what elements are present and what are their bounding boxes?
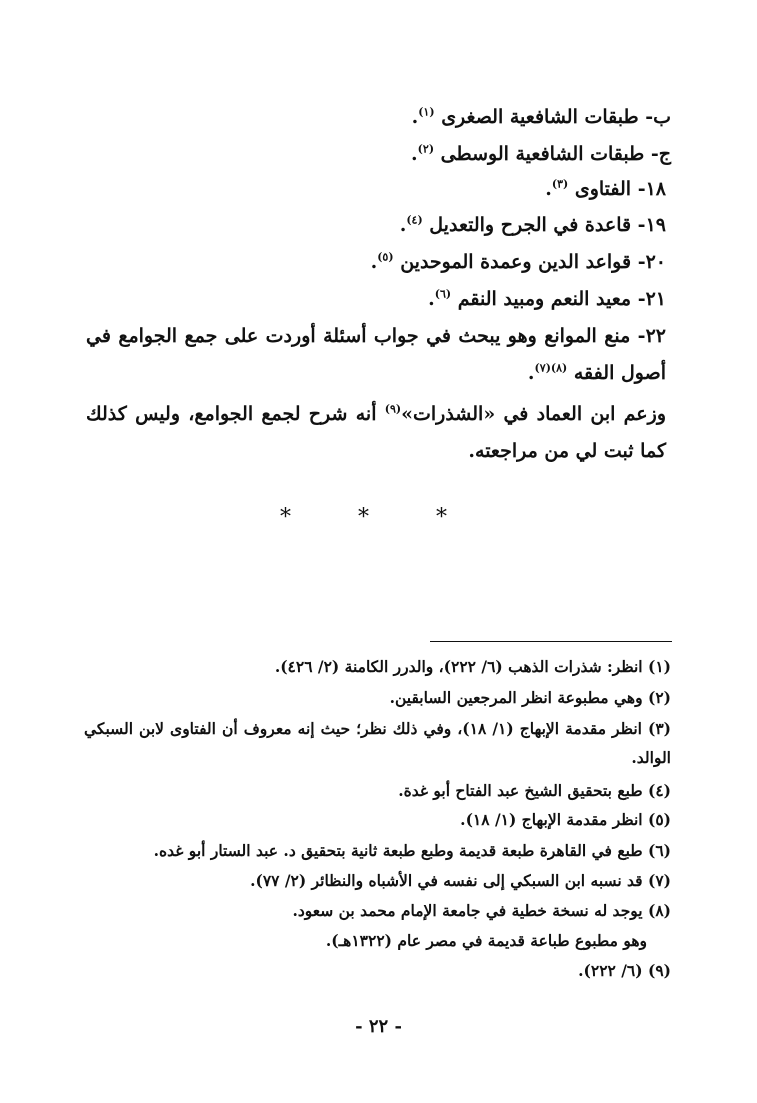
list-item-end: . [545,178,552,200]
list-item-text: ٢٢- منع الموانع وهو يبحث في جواب أسئلة أوردت على جمع الجوامع في أصول الفقه [86,325,666,384]
list-item-18 [86,172,666,206]
body-paragraph [86,396,666,470]
footnote-6: (٦) طبع في القاهرة طبعة قديمة وطبع طبعة ثانية بتحقيق د. عبد الستار أبو غده. [153,841,671,860]
section-separator: * * * [280,505,477,530]
list-item-text: ٢١- معيد النعم ومبيد النقم [457,288,666,310]
footnote-9: (٩) (٦/ ٢٢٢). [578,961,671,980]
footnote-ref: (١) [418,105,435,119]
list-item-b [86,100,671,134]
paragraph-text-start: وزعم ابن العماد في «الشذرات» [401,403,666,425]
footnote-ref: (٦) [434,287,452,301]
list-item-text: ١٩- قاعدة في الجرح والتعديل [429,214,666,236]
page-number: - ٢٢ - [355,1016,402,1037]
footnote-divider [430,641,672,642]
footnote-4: (٤) طبع بتحقيق الشيخ عبد الفتاح أبو غدة. [398,781,671,800]
list-item-text: ب- طبقات الشافعية الصغرى [441,106,671,128]
footnote-7: (٧) قد نسبه ابن السبكي إلى نفسه في الأشباه والنظائر (٢/ ٧٧). [250,871,671,890]
list-item-text: ج- طبقات الشافعية الوسطى [440,143,671,165]
list-item-22 [86,318,666,392]
list-item-19 [86,208,666,242]
footnote-1: (١) انظر: شذرات الذهب (٦/ ٢٢٢)، والدرر الكامنة (٢/ ٤٢٦). [274,657,671,676]
footnote-3: (٣) انظر مقدمة الإبهاج (١/ ١٨)، وفي ذلك نظر؛ حيث إنه معروف أن الفتاوى لابن السبكي الوالد. [84,719,671,767]
footnote-ref: (٤) [406,213,423,227]
list-item-20 [86,245,666,279]
list-item-end: . [411,106,419,128]
footnote-5: (٥) انظر مقدمة الإبهاج (١/ ١٨). [460,810,671,829]
list-item-end: . [411,143,418,165]
footnote-8: (٨) يوجد له نسخة خطية في جامعة الإمام محمد بن سعود. [292,901,671,920]
list-item-text: ٢٠- قواعد الدين وعمدة الموحدين [400,251,666,273]
paragraph-text-end: أنه شرح لجمع الجوامع، وليس كذلك كما ثبت لي من مراجعته. [86,403,666,462]
list-item-end: . [527,362,535,384]
list-item-end: . [428,288,435,310]
footnote-ref: (٣) [551,177,569,191]
list-item-j [86,137,671,171]
list-item-end: . [370,251,378,273]
footnote-ref: (٩) [384,402,402,416]
list-item-21 [86,282,666,316]
footnote-ref: (٨)(٧) [534,361,568,375]
footnote-2: (٢) وهي مطبوعة انظر المرجعين السابقين. [389,688,671,707]
footnote-8-continuation: وهو مطبوع طباعة قديمة في مصر عام (١٣٢٢هـ). [325,931,647,950]
footnote-ref: (٢) [417,142,435,156]
footnote-ref: (٥) [377,250,394,264]
list-item-end: . [399,214,407,236]
list-item-text: ١٨- الفتاوى [574,178,666,200]
